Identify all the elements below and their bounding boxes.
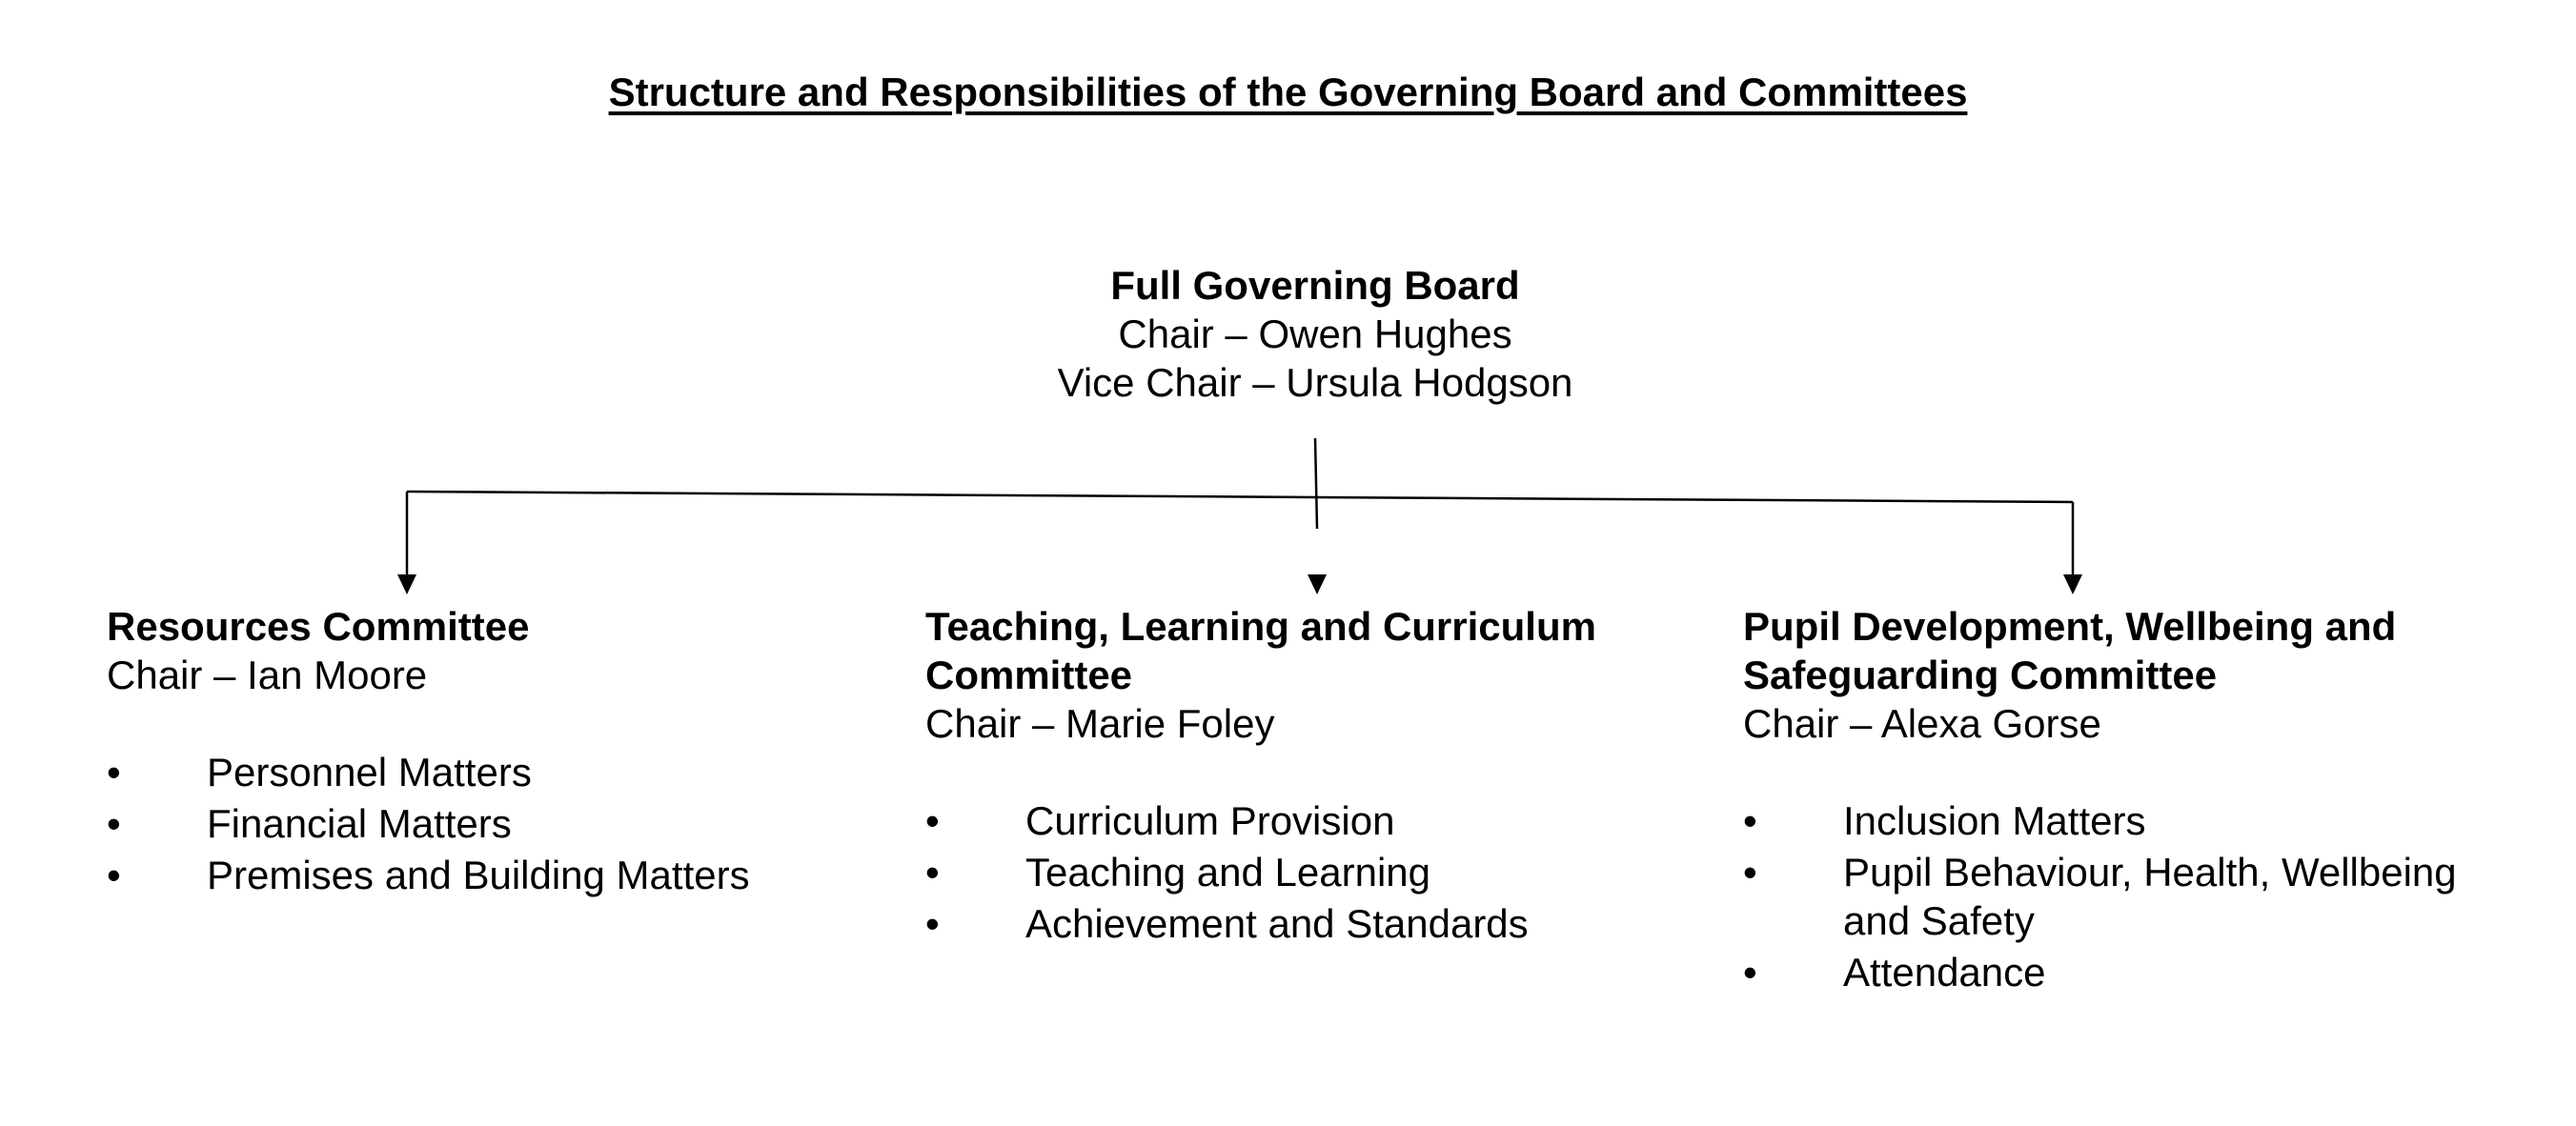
arrowhead-resources [397,574,416,594]
bullet-icon: • [107,750,121,794]
arrowhead-teaching [1308,574,1327,594]
list-item-text: Financial Matters [207,801,512,846]
list-item-text: Premises and Building Matters [207,853,750,897]
committee-chair: Chair – Marie Foley [925,701,1275,746]
bullet-icon: • [107,853,121,897]
bullet-icon: • [1743,950,1757,995]
list-item-text: Achievement and Standards [1025,901,1529,946]
committee-pupil-development-wellbeing-safeguarding [1743,602,2534,999]
responsibility-list [1743,796,2534,996]
list-item [925,796,1678,845]
responsibility-list [107,748,831,899]
board-vice-chair: Vice Chair – Ursula Hodgson [1057,360,1573,405]
connector-trunk [1315,438,1317,529]
list-item [107,748,831,796]
list-item [1743,848,2534,945]
list-item [1743,948,2534,996]
list-item [925,848,1678,896]
list-item-text: Curriculum Provision [1025,798,1395,843]
committee-teaching-learning-curriculum [925,602,1678,951]
bullet-icon: • [925,798,940,843]
responsibility-list [925,796,1678,948]
list-item-text: Teaching and Learning [1025,850,1431,895]
list-item-text: Pupil Behaviour, Health, Wellbeing and Safety [1843,850,2457,943]
board-name: Full Governing Board [1110,263,1520,308]
committee-resources [107,602,831,902]
bullet-icon: • [925,850,940,895]
page-title: Structure and Responsibilities of the Governing Board and Committees [608,70,1968,114]
committee-name: Pupil Development, Wellbeing and Safeguarding Committee [1743,604,2397,697]
bullet-icon: • [107,801,121,846]
list-item [925,899,1678,948]
list-item [107,799,831,848]
list-item-text: Personnel Matters [207,750,532,794]
list-item [107,851,831,899]
connector-horizontal [407,492,2073,502]
bullet-icon: • [1743,798,1757,843]
committee-name: Resources Committee [107,604,530,649]
board-chair: Chair – Owen Hughes [1118,312,1512,356]
bullet-icon: • [925,901,940,946]
committee-name: Teaching, Learning and Curriculum Committee [925,604,1596,697]
committee-chair: Chair – Alexa Gorse [1743,701,2101,746]
committee-chair: Chair – Ian Moore [107,653,428,697]
list-item [1743,796,2534,845]
bullet-icon: • [1743,850,1757,895]
arrowhead-pupil [2063,574,2082,594]
list-item-text: Inclusion Matters [1843,798,2146,843]
list-item-text: Attendance [1843,950,2046,995]
